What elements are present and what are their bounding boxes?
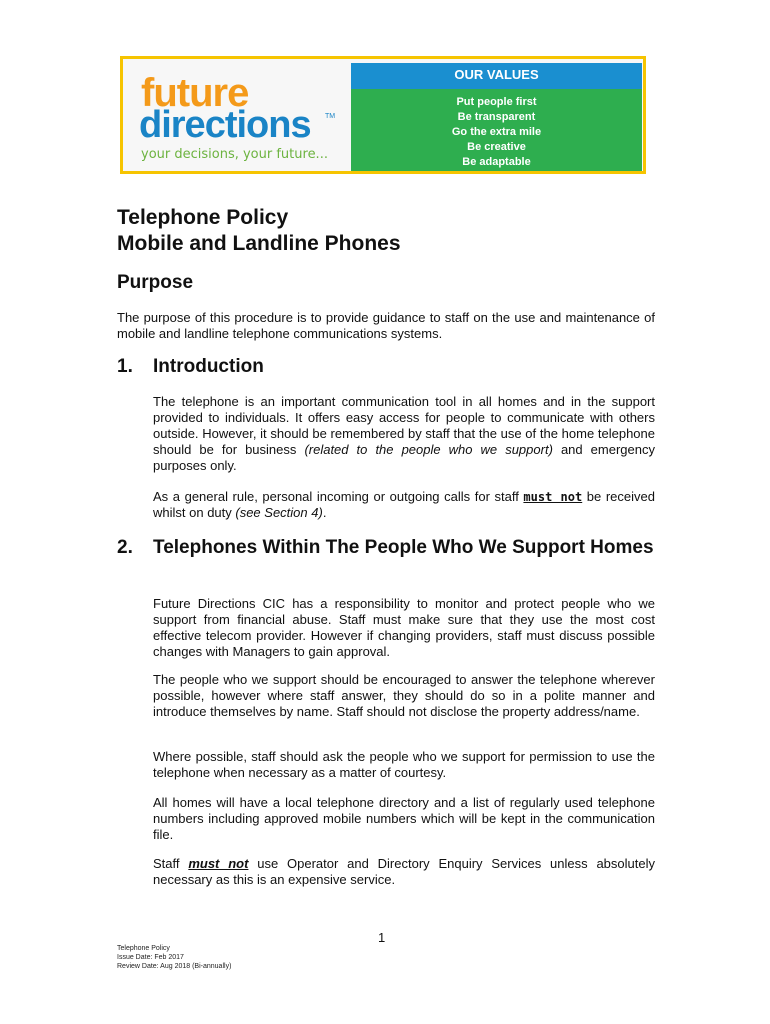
footer-policy-name: Telephone Policy [117, 945, 170, 952]
text-run: . [322, 505, 327, 520]
section-2-paragraph-4: All homes will have a local telephone directory and a list of regularly used telephone numbers including approved mobile numbers which will be kept in the communication file. [153, 795, 655, 842]
must-not-emphasis: must not [188, 856, 249, 871]
text-run: As a general rule, personal incoming or outgoing calls for staff [153, 489, 524, 504]
footer-review-date: Review Date: Aug 2018 (Bi-annually) [117, 963, 232, 970]
value-item: Be creative [467, 141, 526, 153]
value-item: Be transparent [457, 111, 536, 123]
section-2-paragraph-1: Future Directions CIC has a responsibility to monitor and protect people who we support from financial abuse. Staff must make sure that they use the most cost effective telecom provider. However if changing providers, staff must discuss possible changes with Managers to gain approval. [153, 596, 655, 659]
text-run: The telephone is an important communication tool in all homes and in the support provided to individuals. It offers easy access for people to communicate with others outside. However, it should be remembered by staff that the use of the home telephone should be for business [153, 394, 655, 457]
document-title [117, 205, 401, 257]
section-2-number: 2. [117, 537, 133, 558]
our-values-panel [351, 63, 642, 171]
page-number: 1 [378, 930, 386, 945]
values-list [351, 89, 642, 171]
text-run: use Operator and Directory Enquiry Services unless absolutely necessary as this is an expensive service. [153, 856, 655, 887]
value-item: Go the extra mile [451, 126, 542, 138]
logo-trademark: TM [325, 113, 336, 120]
section-1-number: 1. [117, 356, 133, 377]
page-footer [117, 944, 231, 971]
future-directions-logo [129, 69, 349, 169]
emphasis-text: (related to the people who we support) [304, 442, 553, 457]
text-run: and emergency purposes only. [153, 442, 655, 473]
section-2-title: Telephones Within The People Who We Support Homes [153, 537, 654, 558]
values-title: OUR VALUES [351, 63, 642, 89]
title-line-2: Mobile and Landline Phones [117, 232, 401, 255]
section-2-paragraph-3: Where possible, staff should ask the people who we support for permission to use the telephone when necessary as a matter of courtesy. [153, 749, 655, 780]
section-1-paragraph-1 [153, 394, 655, 474]
values-banner [120, 56, 646, 174]
logo-word-future: future [141, 71, 249, 115]
title-line-1: Telephone Policy [117, 206, 289, 229]
text-run: be received whilst on duty [153, 489, 655, 520]
section-reference: (see Section 4) [235, 505, 323, 520]
text-run: Staff [153, 856, 189, 871]
footer-issue-date: Issue Date: Feb 2017 [117, 954, 184, 961]
section-1-title: Introduction [153, 356, 264, 377]
value-item: Put people first [456, 96, 537, 108]
section-1-paragraph-2 [153, 489, 655, 521]
purpose-paragraph: The purpose of this procedure is to provide guidance to staff on the use and maintenance of mobile and landline telephone communications systems. [117, 310, 655, 341]
logo-tagline: your decisions, your future... [141, 147, 328, 162]
value-item: Be adaptable [462, 156, 531, 168]
logo-word-directions: directions [139, 104, 311, 146]
must-not-emphasis: must not [523, 490, 583, 504]
section-2-paragraph-2: The people who we support should be encouraged to answer the telephone wherever possible, however where staff answer, they should do so in a polite manner and introduce themselves by name. Staff should not disclose the property address/name. [153, 672, 655, 719]
section-2-paragraph-5 [153, 856, 655, 888]
purpose-heading: Purpose [117, 272, 194, 293]
